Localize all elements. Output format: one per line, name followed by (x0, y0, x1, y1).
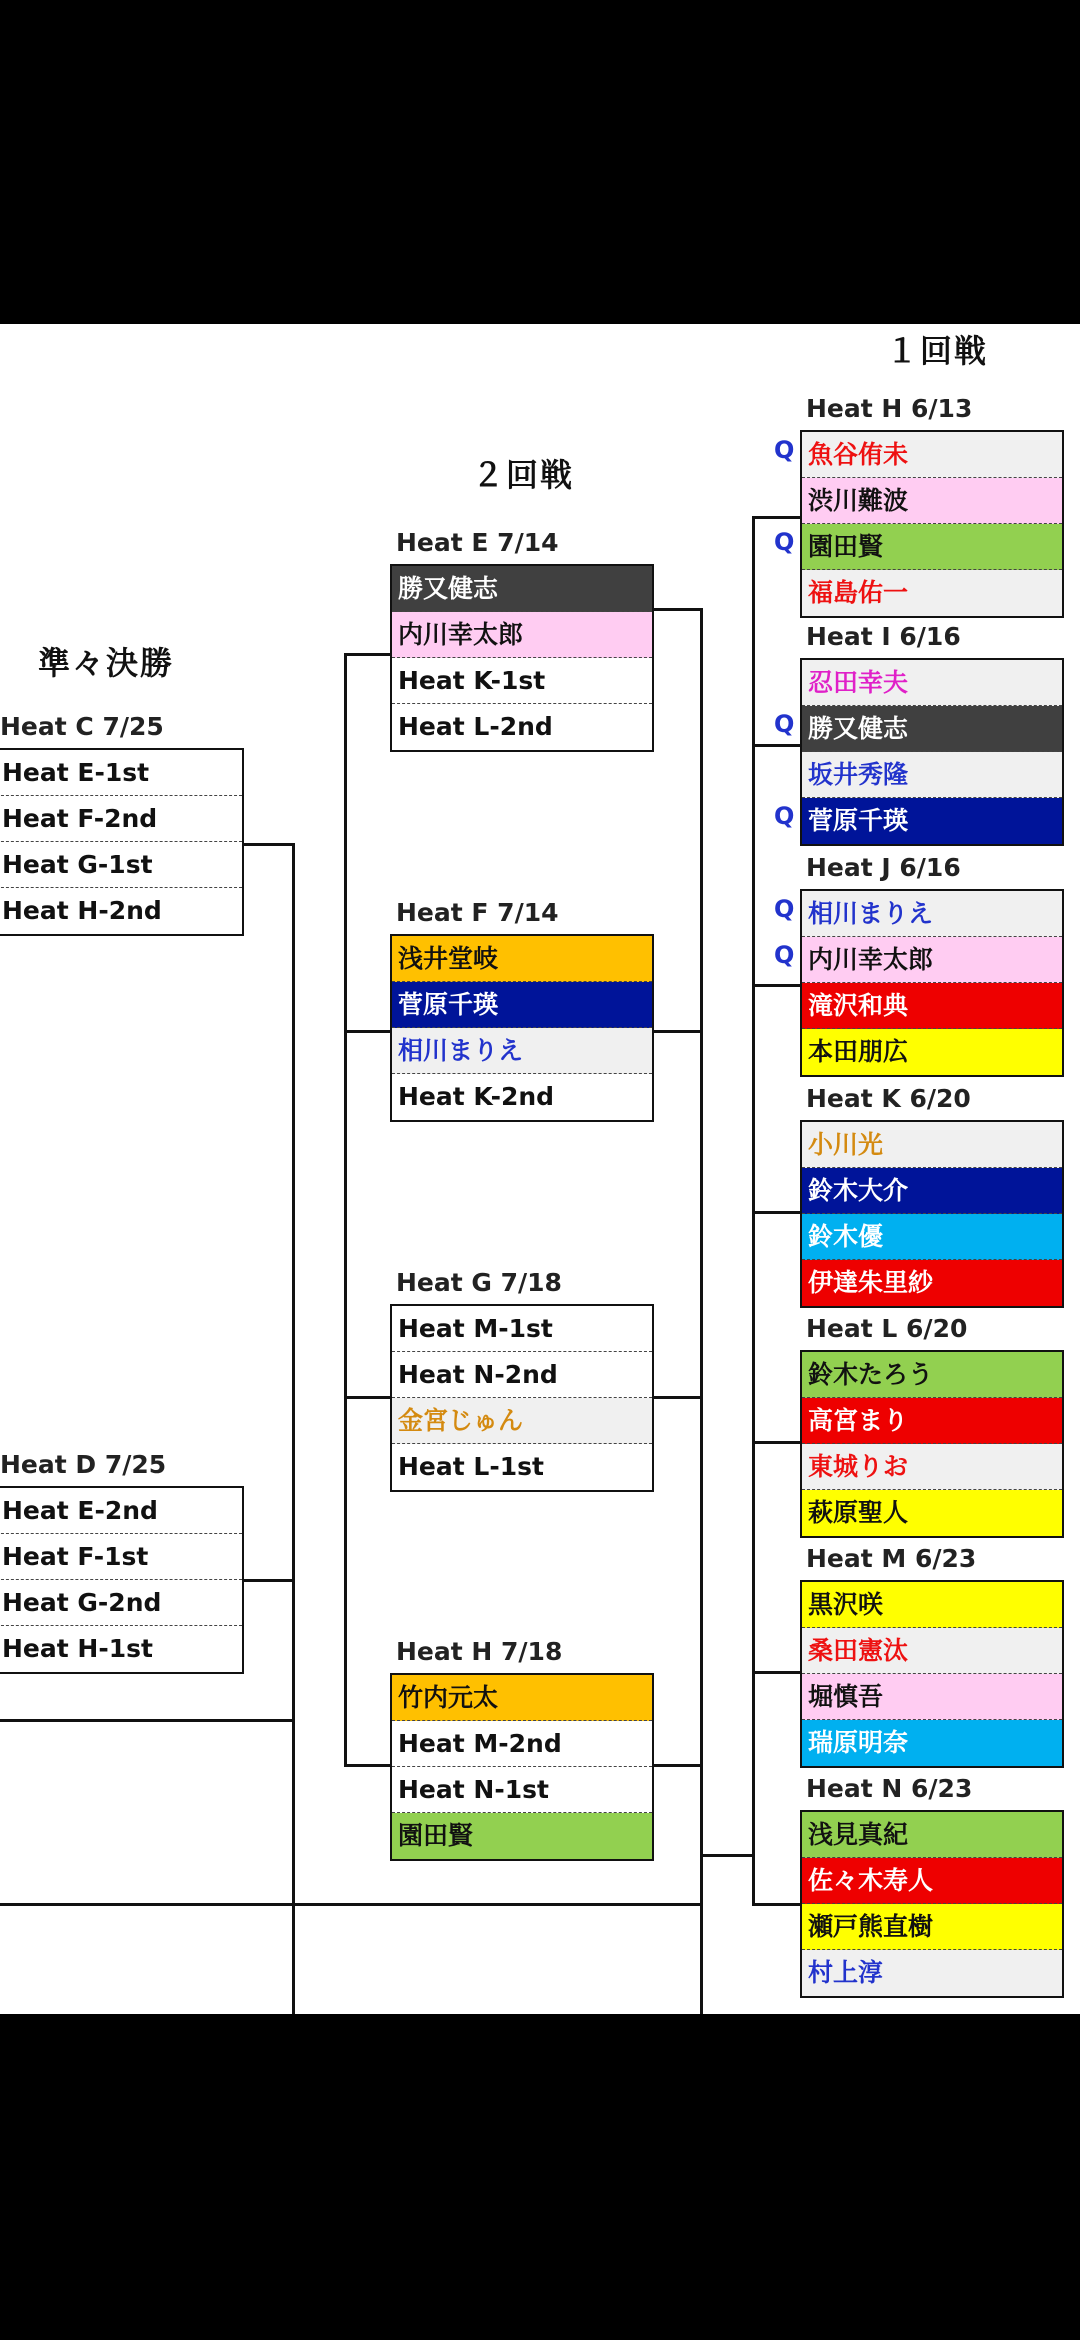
player-slot[interactable]: 小川光 (802, 1122, 1062, 1168)
player-slot[interactable]: Heat N-1st (392, 1767, 652, 1813)
player-slot[interactable]: Heat H-2nd (0, 888, 242, 934)
bracket-line (344, 1030, 392, 1033)
player-slot[interactable]: 内川幸太郎 (802, 937, 1062, 983)
bracket-sheet (0, 324, 1080, 2014)
bracket-line (654, 1764, 702, 1767)
player-slot[interactable]: 高宮まり (802, 1398, 1062, 1444)
player-slot[interactable]: Heat F-1st (0, 1534, 242, 1580)
heat-label: Heat I 6/16 (806, 622, 961, 651)
heat-label: Heat E 7/14 (396, 528, 559, 557)
bracket-line (752, 1211, 802, 1214)
player-slot[interactable]: 忍田幸夫 (802, 660, 1062, 706)
player-slot[interactable]: Heat E-1st (0, 750, 242, 796)
player-slot[interactable]: 菅原千瑛 (392, 982, 652, 1028)
player-slot[interactable]: Heat E-2nd (0, 1488, 242, 1534)
player-slot[interactable]: 坂井秀隆 (802, 752, 1062, 798)
player-slot[interactable]: 鈴木大介 (802, 1168, 1062, 1214)
heat-box-r1-6 (800, 1810, 1064, 1998)
bracket-line (344, 653, 392, 656)
heat-label: Heat K 6/20 (806, 1084, 971, 1113)
heat-label: Heat M 6/23 (806, 1544, 977, 1573)
bracket-line (292, 843, 295, 2014)
qualified-mark: Q (774, 895, 795, 923)
round-title-qf: 準々決勝 (38, 644, 175, 682)
player-slot[interactable]: 桑田憲汰 (802, 1628, 1062, 1674)
heat-box-r2-1 (390, 934, 654, 1122)
player-slot[interactable]: Heat M-1st (392, 1306, 652, 1352)
bracket-line (702, 1854, 754, 1857)
player-slot[interactable]: 東城りお (802, 1444, 1062, 1490)
bracket-line (344, 653, 347, 1765)
player-slot[interactable]: 萩原聖人 (802, 1490, 1062, 1536)
bracket-line (752, 1441, 802, 1444)
player-slot[interactable]: 園田賢 (392, 1813, 652, 1859)
bracket-line (752, 1903, 802, 1906)
heat-box-r1-4 (800, 1350, 1064, 1538)
heat-box-r1-1 (800, 658, 1064, 846)
bracket-line (752, 516, 755, 1903)
bracket-line (244, 843, 294, 846)
qualified-mark: Q (774, 436, 795, 464)
heat-label: Heat G 7/18 (396, 1268, 562, 1297)
heat-box-c (0, 748, 244, 936)
round-title-r2: ２回戦 (472, 456, 575, 494)
heat-box-r1-3 (800, 1120, 1064, 1308)
heat-label: Heat J 6/16 (806, 853, 961, 882)
player-slot[interactable]: 鈴木優 (802, 1214, 1062, 1260)
player-slot[interactable]: 内川幸太郎 (392, 612, 652, 658)
player-slot[interactable]: Heat G-1st (0, 842, 242, 888)
player-slot[interactable]: 滝沢和典 (802, 983, 1062, 1029)
player-slot[interactable]: 勝又健志 (392, 566, 652, 612)
bracket-line (752, 516, 802, 519)
bracket-line (752, 1671, 802, 1674)
player-slot[interactable]: 菅原千瑛 (802, 798, 1062, 844)
bracket-line (700, 608, 703, 2014)
qualified-mark: Q (774, 528, 795, 556)
player-slot[interactable]: Heat G-2nd (0, 1580, 242, 1626)
player-slot[interactable]: 金宮じゅん (392, 1398, 652, 1444)
heat-box-r2-2 (390, 1304, 654, 1492)
qualified-mark: Q (774, 802, 795, 830)
player-slot[interactable]: 魚谷侑未 (802, 432, 1062, 478)
heat-box-r1-0 (800, 430, 1064, 618)
player-slot[interactable]: Heat N-2nd (392, 1352, 652, 1398)
bracket-line (654, 1030, 702, 1033)
player-slot[interactable]: 佐々木寿人 (802, 1858, 1062, 1904)
player-slot[interactable]: 村上淳 (802, 1950, 1062, 1996)
player-slot[interactable]: 堀慎吾 (802, 1674, 1062, 1720)
bracket-line (752, 744, 802, 747)
heat-label: Heat C 7/25 (0, 712, 164, 741)
player-slot[interactable]: Heat L-1st (392, 1444, 652, 1490)
heat-label: Heat N 6/23 (806, 1774, 973, 1803)
player-slot[interactable]: 相川まりえ (392, 1028, 652, 1074)
player-slot[interactable]: 黒沢咲 (802, 1582, 1062, 1628)
player-slot[interactable]: Heat K-2nd (392, 1074, 652, 1120)
heat-box-r1-2 (800, 889, 1064, 1077)
player-slot[interactable]: 本田朋広 (802, 1029, 1062, 1075)
qualified-mark: Q (774, 941, 795, 969)
heat-box-r2-0 (390, 564, 654, 752)
player-slot[interactable]: 浅見真紀 (802, 1812, 1062, 1858)
player-slot[interactable]: 瑞原明奈 (802, 1720, 1062, 1766)
bracket-line (0, 1903, 703, 1906)
round-title-r1: １回戦 (886, 332, 989, 370)
player-slot[interactable]: 浅井堂岐 (392, 936, 652, 982)
player-slot[interactable]: Heat F-2nd (0, 796, 242, 842)
heat-box-r2-3 (390, 1673, 654, 1861)
bracket-line (244, 1579, 294, 1582)
player-slot[interactable]: 福島佑一 (802, 570, 1062, 616)
bracket-line (0, 1719, 294, 1722)
bracket-line (654, 608, 702, 611)
heat-label: Heat L 6/20 (806, 1314, 968, 1343)
player-slot[interactable]: 鈴木たろう (802, 1352, 1062, 1398)
bracket-line (752, 984, 802, 987)
bracket-line (344, 1764, 392, 1767)
player-slot[interactable]: 竹内元太 (392, 1675, 652, 1721)
player-slot[interactable]: Heat L-2nd (392, 704, 652, 750)
heat-label: Heat H 6/13 (806, 394, 973, 423)
player-slot[interactable]: 渋川難波 (802, 478, 1062, 524)
bracket-line (654, 1396, 702, 1399)
player-slot[interactable]: Heat K-1st (392, 658, 652, 704)
bracket-line (344, 1396, 392, 1399)
qualified-mark: Q (774, 710, 795, 738)
heat-label: Heat F 7/14 (396, 898, 559, 927)
player-slot[interactable]: 伊達朱里紗 (802, 1260, 1062, 1306)
player-slot[interactable]: Heat H-1st (0, 1626, 242, 1672)
player-slot[interactable]: 勝又健志 (802, 706, 1062, 752)
player-slot[interactable]: 瀬戸熊直樹 (802, 1904, 1062, 1950)
player-slot[interactable]: 相川まりえ (802, 891, 1062, 937)
heat-label: Heat D 7/25 (0, 1450, 167, 1479)
player-slot[interactable]: 園田賢 (802, 524, 1062, 570)
player-slot[interactable]: Heat M-2nd (392, 1721, 652, 1767)
heat-box-r1-5 (800, 1580, 1064, 1768)
heat-label: Heat H 7/18 (396, 1637, 563, 1666)
heat-box-d (0, 1486, 244, 1674)
